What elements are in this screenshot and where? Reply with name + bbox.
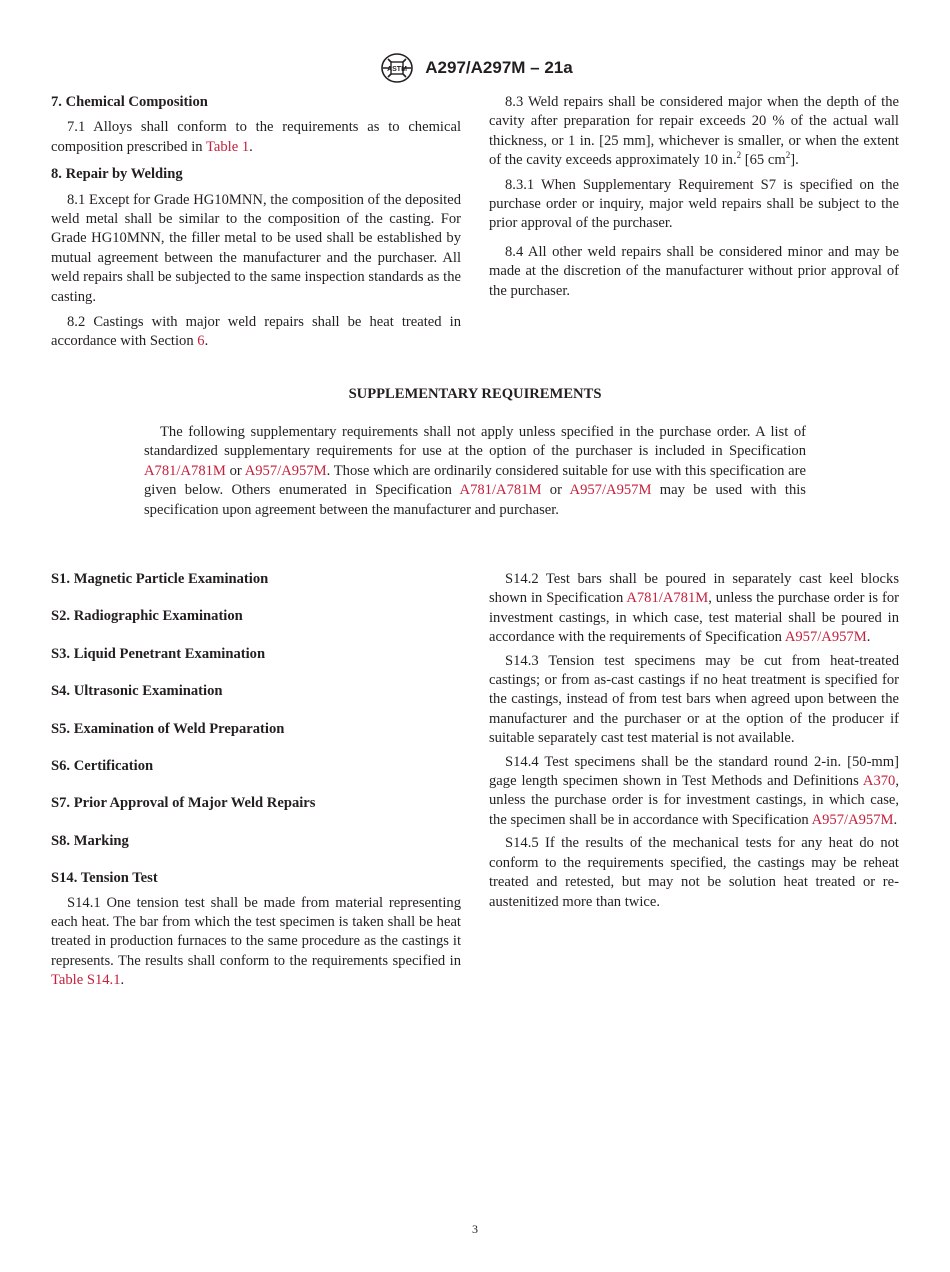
left-column-bottom	[51, 570, 461, 991]
page-number: 3	[472, 1222, 478, 1236]
paragraph-7-1: 7.1 Alloys shall conform to the requirements as to chemical composition prescribed in Table 1.	[51, 119, 461, 155]
s8-heading: S8. Marking	[51, 832, 129, 849]
s2-heading: S2. Radiographic Examination	[51, 608, 243, 625]
paragraph-8-2: 8.2 Castings with major weld repairs shall be heat treated in accordance with Section 6.	[51, 314, 461, 350]
supplementary-requirements-title: SUPPLEMENTARY REQUIREMENTS	[348, 386, 602, 402]
s5-heading: S5. Examination of Weld Preparation	[51, 720, 285, 737]
table-1-link[interactable]: Table 1	[205, 138, 250, 155]
paragraph-8-1: 8.1 Except for Grade HG10MNN, the composition of the deposited weld metal shall be similar to the composition of the casting. For Grade HG10MNN, the filler metal to be used shall be established by mutual agreement between the manufacturer and the purchaser. All weld repairs shall be subjected to the same inspection standards as the casting.	[51, 191, 461, 305]
paragraph-8-3-1: 8.3.1 When Supplementary Requirement S7 is specified on the purchase order or inquiry, major weld repairs shall be subject to the prior approval of the purchaser.	[489, 176, 899, 232]
section-8-heading: 8. Repair by Welding	[51, 166, 183, 183]
s4-heading: S4. Ultrasonic Examination	[51, 683, 223, 700]
left-column-top	[51, 93, 461, 352]
s7-heading: S7. Prior Approval of Major Weld Repairs	[51, 795, 316, 812]
a781-link[interactable]: A781/A781M	[626, 590, 709, 607]
paragraph-s14-1: S14.1 One tension test shall be made from material representing each heat. The bar from which the test specimen is taken shall be heat treated in production furnaces to the same procedure as the castings it represents. The results shall conform to the requirements specified in Table S14.1.	[51, 894, 461, 989]
paragraph-8-4: 8.4 All other weld repairs shall be considered minor and may be made at the discretion of the manufacturer without prior approval of the purchaser.	[489, 243, 899, 299]
paragraph-s14-3: S14.3 Tension test specimens may be cut from heat-treated castings; or from as-cast castings if no heat treatment is specified for the castings, instead of from test bars when agreed upon between the manufacturer and the purchaser or at the option of the producer if suitable separately cast test material is not available.	[489, 652, 899, 747]
right-column-bottom	[489, 570, 899, 912]
a781-link[interactable]: A781/A781M	[144, 462, 226, 479]
s14-heading: S14. Tension Test	[51, 870, 158, 887]
paragraph-s14-5: S14.5 If the results of the mechanical tests for any heat do not conform to the requirements specified, the castings may be reheat treated and retested, but may not be solution heat treated or re-austenitized more than twice.	[489, 835, 899, 910]
a957-link[interactable]: A957/A957M	[244, 462, 327, 479]
a957-link[interactable]: A957/A957M	[569, 482, 652, 499]
a957-link[interactable]: A957/A957M	[784, 629, 867, 646]
paragraph-8-3: 8.3 Weld repairs shall be considered major when the depth of the cavity after preparation for repair exceeds 20 % of the actual wall thickness, or 1 in. [25 mm], whichever is smaller, or when the extent of the cavity exceeds approximately 10 in.$^2$ [65 $cm^2$].	[489, 94, 899, 169]
astm-logo-icon	[377, 52, 417, 84]
paragraph-s14-4: S14.4 Test specimens shall be the standard round 2-in. [50-mm] gage length specimen shown in Test Methods and Definitions A370, unless the purchase order is for investment castings, in which case, the specimen shall be in accordance with Specification A957/A957M.	[489, 753, 899, 828]
a957-link[interactable]: A957/A957M	[811, 811, 894, 828]
document-designation: A297/A297M – 21a	[425, 58, 573, 78]
table-s14-1-link[interactable]: Table S14.1	[51, 972, 121, 989]
s3-heading: S3. Liquid Penetrant Examination	[51, 645, 266, 662]
s1-heading: S1. Magnetic Particle Examination	[51, 571, 269, 587]
section-6-link[interactable]: 6	[197, 333, 205, 350]
s6-heading: S6. Certification	[51, 758, 154, 775]
supplementary-intro: The following supplementary requirements shall not apply unless specified in the purchase order. A list of standardized supplementary requirements for use at the option of the purchaser is included in Specification A781/A781M or A957/A957M. Those which are ordinarily considered suitable for use with this specification are given below. Others enumerated in Specification A781/A781M or A957/A957M may be used with this specification upon agreement between the manufacturer and purchaser.	[144, 424, 806, 518]
right-column-top	[489, 93, 899, 301]
svg-text:ASTM: ASTM	[387, 66, 408, 73]
a370-link[interactable]: A370	[862, 773, 896, 790]
paragraph-s14-2: S14.2 Test bars shall be poured in separately cast keel blocks shown in Specification A781/A781M, unless the purchase order is for investment castings, in which case, test material shall be poured in accordance with the requirements of Specification A957/A957M.	[489, 571, 899, 646]
a781-link[interactable]: A781/A781M	[459, 482, 542, 499]
section-7-heading: 7. Chemical Composition	[51, 94, 208, 110]
page-header	[0, 52, 950, 84]
